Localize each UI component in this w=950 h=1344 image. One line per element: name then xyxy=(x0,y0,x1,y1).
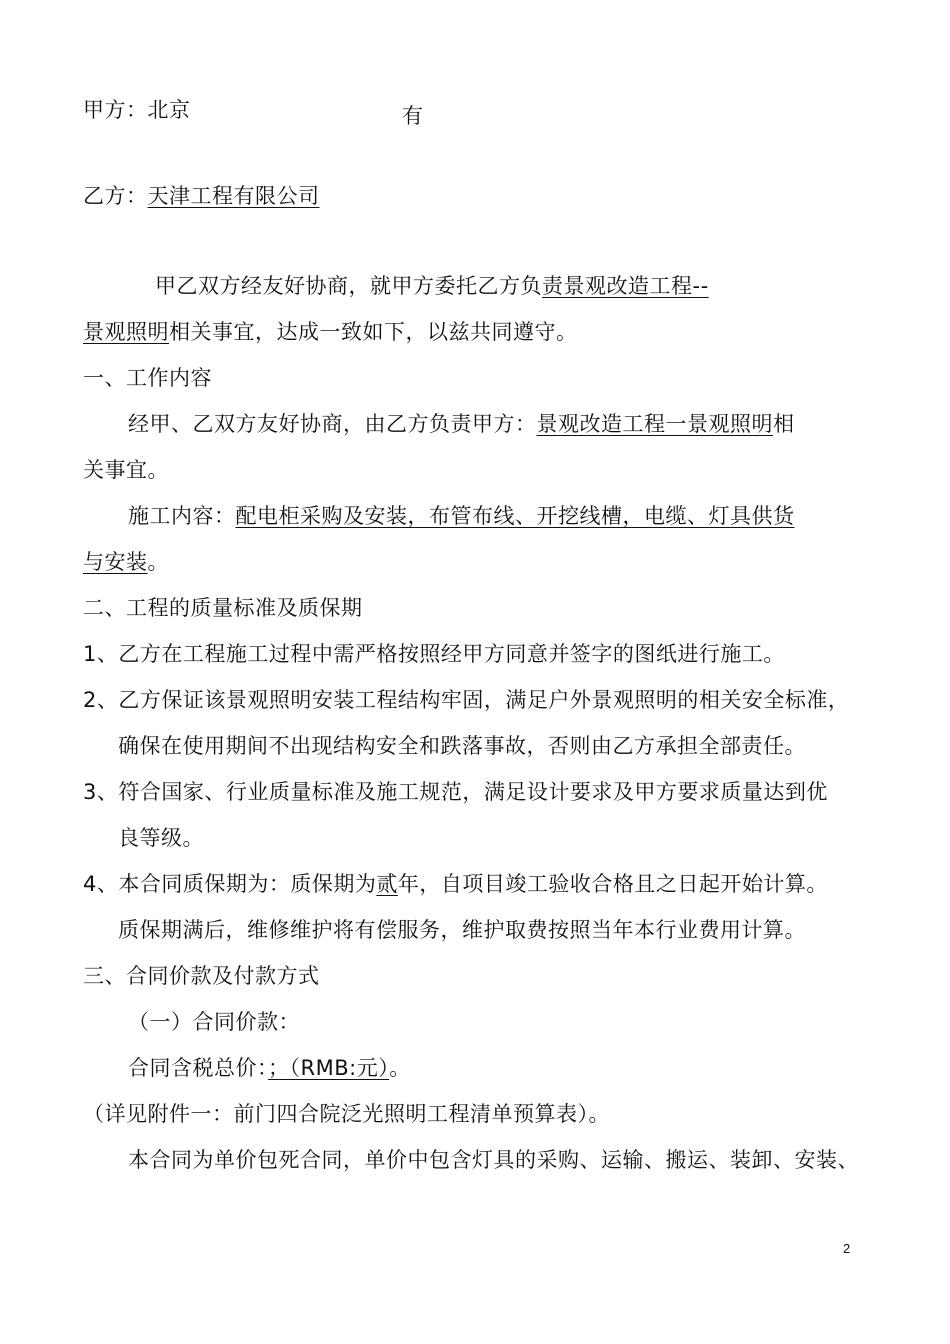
section-1-paragraph-2 xyxy=(128,502,795,530)
section-3-sub-1: （一）合同价款： xyxy=(128,1010,300,1034)
party-a-label: 甲方： xyxy=(83,98,148,122)
contract-price-line xyxy=(128,1054,411,1082)
attachment-note: （详见附件一：前门四合院泛光照明工程清单预算表）。 xyxy=(83,1102,610,1126)
section-1-heading: 一、工作内容 xyxy=(83,366,212,390)
page-number: 2 xyxy=(843,1241,851,1256)
intro-text-cont: 相关事宜，达成一致如下，以兹共同遵守。 xyxy=(169,320,578,344)
quality-item-2-cont: 确保在使用期间不出现结构安全和跌落事故，否则由乙方承担全部责任。 xyxy=(118,734,806,758)
quality-item-4-cont: 质保期满后，维修维护将有偿服务，维护取费按照当年本行业费用计算。 xyxy=(118,918,806,942)
contract-price-end: 。 xyxy=(389,1056,411,1080)
section-1-paragraph-1 xyxy=(128,410,795,438)
construction-label: 施工内容： xyxy=(128,504,236,528)
warranty-text-end: 年，自项目竣工验收合格且之日起开始计算。 xyxy=(397,872,828,896)
party-a-name: 北京 xyxy=(147,98,191,122)
work-project: 景观改造工程一景观照明 xyxy=(536,412,773,436)
unit-price-paragraph: 本合同为单价包死合同，单价中包含灯具的采购、运输、搬运、装卸、安装、 xyxy=(128,1148,859,1172)
warranty-text: 4、本合同质保期为：质保期为 xyxy=(83,872,377,896)
party-a-fragment: 有 xyxy=(402,104,424,128)
party-b-label: 乙方： xyxy=(83,184,148,208)
intro-text: 甲乙双方经友好协商，就甲方委托乙方负 xyxy=(155,274,542,298)
intro-project-cont: 景观照明 xyxy=(83,320,169,344)
party-b-line xyxy=(83,182,320,210)
party-b-name: 天津工程有限公司 xyxy=(147,184,320,208)
quality-item-1: 1、乙方在工程施工过程中需严格按照经甲方同意并签字的图纸进行施工。 xyxy=(83,642,785,666)
intro-line-2 xyxy=(83,318,578,346)
construction-end: 。 xyxy=(147,550,169,574)
section-1-paragraph-2-cont xyxy=(83,548,169,576)
quality-item-3-cont: 良等级。 xyxy=(118,826,204,850)
warranty-years: 贰 xyxy=(376,872,398,896)
quality-item-2: 2、乙方保证该景观照明安装工程结构牢固，满足户外景观照明的相关安全标准， xyxy=(83,688,850,712)
intro-line-1 xyxy=(155,272,709,300)
section-3-heading: 三、合同价款及付款方式 xyxy=(83,964,320,988)
contract-price-label: 合同含税总价： xyxy=(128,1056,268,1080)
construction-content: 配电柜采购及安装，布管布线、开挖线槽，电缆、灯具供货 xyxy=(235,504,795,528)
section-2-heading: 二、工程的质量标准及质保期 xyxy=(83,596,363,620)
construction-content-cont: 与安装 xyxy=(83,550,148,574)
intro-project: 责景观改造工程-- xyxy=(542,274,709,298)
work-text-end: 相 xyxy=(773,412,795,436)
work-text: 经甲、乙双方友好协商，由乙方负责甲方： xyxy=(128,412,537,436)
party-a-line xyxy=(83,96,191,124)
section-1-paragraph-1-cont: 关事宜。 xyxy=(83,458,169,482)
quality-item-3: 3、符合国家、行业质量标准及施工规范，满足设计要求及甲方要求质量达到优 xyxy=(83,780,828,804)
quality-item-4 xyxy=(83,870,828,898)
contract-price-value: ；（RMB:元） xyxy=(268,1056,390,1080)
